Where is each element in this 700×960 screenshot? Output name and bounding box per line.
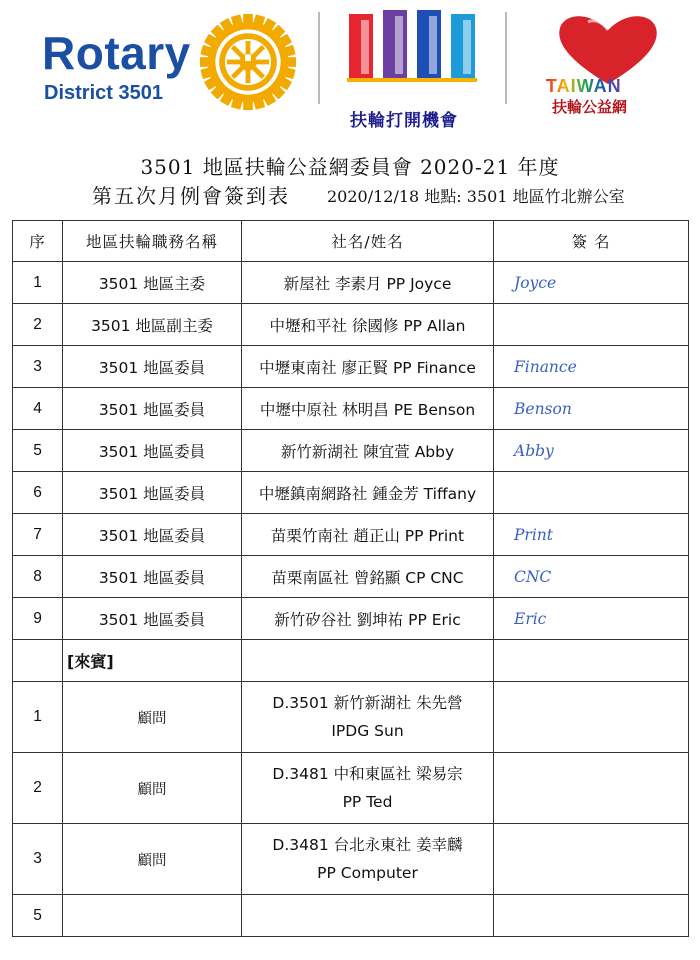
signature-cell [494, 682, 689, 753]
role-cell: 3501 地區委員 [63, 430, 242, 472]
role-cell: 顧問 [63, 682, 242, 753]
header-role: 地區扶輪職務名稱 [63, 221, 242, 262]
seq-cell: 5 [13, 895, 63, 937]
name-cell: 苗栗南區社 曾銘顯 CP CNC [242, 556, 494, 598]
logo-divider [505, 12, 507, 104]
heart-caption: 扶輪公益網 [552, 98, 628, 116]
document-subtitle: 第五次月例會簽到表 [92, 184, 290, 208]
guest-label: [來賓] [63, 640, 242, 682]
rotary-wheel-icon [200, 14, 296, 110]
table-row [13, 895, 689, 937]
seq-cell: 9 [13, 598, 63, 640]
guest-name-line2: PP Computer [317, 864, 418, 882]
guest-section-row [13, 640, 689, 682]
role-cell: 3501 地區委員 [63, 598, 242, 640]
table-row [13, 682, 689, 753]
name-cell [242, 753, 494, 824]
date-location: 2020/12/18 地點: 3501 地區竹北辦公室 [327, 187, 625, 206]
signature-cell: Abby [494, 430, 689, 472]
seq-cell: 8 [13, 556, 63, 598]
name-cell [242, 682, 494, 753]
seq-cell: 2 [13, 753, 63, 824]
role-cell: 顧問 [63, 824, 242, 895]
signature-cell [494, 895, 689, 937]
name-cell: 新竹新湖社 陳宜萱 Abby [242, 430, 494, 472]
seq-cell: 3 [13, 824, 63, 895]
seq-cell [13, 640, 63, 682]
signature-cell: Print [494, 514, 689, 556]
role-cell: 顧問 [63, 753, 242, 824]
signature-cell: Finance [494, 346, 689, 388]
table-row [13, 556, 689, 598]
seq-cell: 5 [13, 430, 63, 472]
name-cell: 中壢和平社 徐國修 PP Allan [242, 304, 494, 346]
name-cell: 新屋社 李素月 PP Joyce [242, 262, 494, 304]
seq-cell: 1 [13, 682, 63, 753]
guest-name-line1: D.3481 中和東區社 梁易宗 [272, 765, 463, 783]
role-cell: 3501 地區委員 [63, 556, 242, 598]
table-row [13, 753, 689, 824]
guest-name-line1: D.3501 新竹新湖社 朱先營 [272, 694, 463, 712]
role-cell: 3501 地區委員 [63, 514, 242, 556]
header-seq: 序 [13, 221, 63, 262]
role-cell: 3501 地區副主委 [63, 304, 242, 346]
doors-caption: 扶輪打開機會 [350, 111, 458, 131]
signature-cell [494, 824, 689, 895]
signature-cell [494, 472, 689, 514]
name-cell [242, 640, 494, 682]
signature-cell: Joyce [494, 262, 689, 304]
table-row [13, 824, 689, 895]
guest-name-line1: D.3481 台北永東社 姜幸麟 [272, 836, 463, 854]
table-header-row [13, 221, 689, 262]
rotary-wordmark: Rotary [42, 27, 191, 79]
guest-name-line2: IPDG Sun [331, 722, 404, 740]
signature-cell [494, 753, 689, 824]
name-cell [242, 824, 494, 895]
seq-cell: 2 [13, 304, 63, 346]
guest-name-line2: PP Ted [342, 793, 393, 811]
table-row [13, 346, 689, 388]
header-name: 社名/姓名 [242, 221, 494, 262]
seq-cell: 3 [13, 346, 63, 388]
role-cell: 3501 地區委員 [63, 388, 242, 430]
name-cell: 中壢鎮南網路社 鍾金芳 Tiffany [242, 472, 494, 514]
signin-table [12, 220, 689, 937]
seq-cell: 4 [13, 388, 63, 430]
table-row [13, 472, 689, 514]
role-cell: 3501 地區主委 [63, 262, 242, 304]
name-cell: 新竹矽谷社 劉坤祐 PP Eric [242, 598, 494, 640]
doors-icon [347, 8, 477, 92]
document-title: 3501 地區扶輪公益網委員會 2020-21 年度 [140, 155, 560, 179]
role-cell: 3501 地區委員 [63, 472, 242, 514]
table-row [13, 262, 689, 304]
name-cell: 苗栗竹南社 趙正山 PP Print [242, 514, 494, 556]
seq-cell: 7 [13, 514, 63, 556]
role-cell [63, 895, 242, 937]
district-label: District 3501 [44, 82, 163, 104]
table-row [13, 304, 689, 346]
table-row [13, 514, 689, 556]
role-cell: 3501 地區委員 [63, 346, 242, 388]
name-cell: 中壢東南社 廖正賢 PP Finance [242, 346, 494, 388]
table-row [13, 388, 689, 430]
header-signature: 簽 名 [494, 221, 689, 262]
seq-cell: 6 [13, 472, 63, 514]
signature-cell: CNC [494, 556, 689, 598]
name-cell: 中壢中原社 林明昌 PE Benson [242, 388, 494, 430]
name-cell [242, 895, 494, 937]
signature-cell [494, 304, 689, 346]
logo-divider [318, 12, 320, 104]
signature-cell: Benson [494, 388, 689, 430]
seq-cell: 1 [13, 262, 63, 304]
taiwan-wordmark: TAIWAN [546, 76, 622, 96]
signature-cell: Eric [494, 598, 689, 640]
table-row [13, 430, 689, 472]
signature-cell [494, 640, 689, 682]
rotary-logo [42, 27, 202, 105]
table-row [13, 598, 689, 640]
